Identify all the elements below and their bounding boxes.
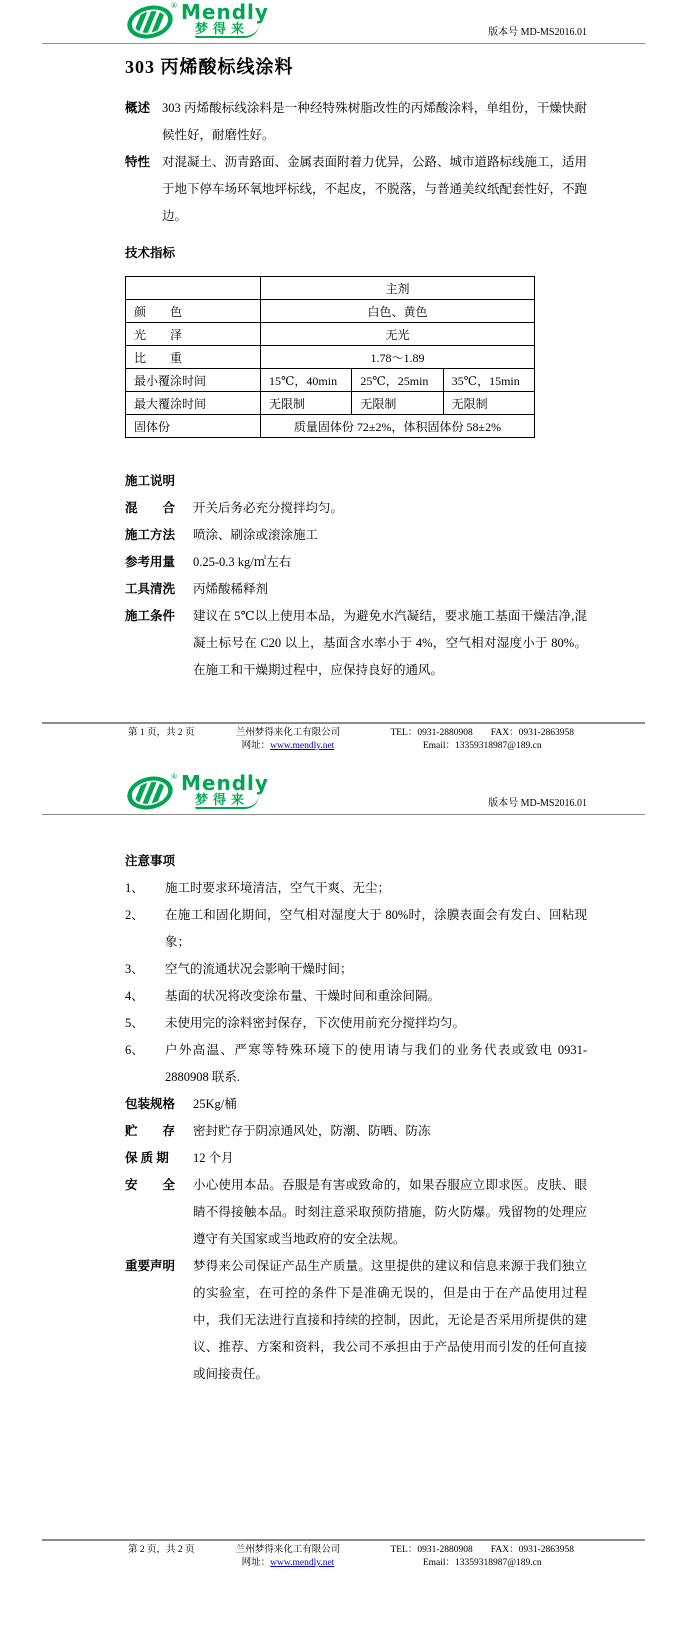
note-text: 未使用完的涂料密封保存，下次使用前充分搅拌均匀。 <box>165 1016 466 1030</box>
table-row <box>126 300 535 323</box>
overview-row <box>125 95 587 149</box>
item-label: 施工条件 <box>125 609 176 623</box>
logo-text-en: Mendly <box>180 0 269 24</box>
note-number: 6、 <box>125 1043 144 1057</box>
footer-contact-block <box>381 727 583 753</box>
note-number: 4、 <box>125 989 144 1003</box>
feature-label: 特性 <box>125 155 151 169</box>
overview-text: 303 丙烯酸标线涂料是一种经特殊树脂改性的丙烯酸涂料，单组份，干燥快耐候性好，耐磨性好。 <box>162 101 587 142</box>
item-text: 开关后务必充分搅拌均匀。 <box>193 501 344 515</box>
item-label: 保 质 期 <box>125 1151 169 1165</box>
overview-label: 概述 <box>125 101 151 115</box>
item-text: 建议在 5℃以上使用本品，为避免水汽凝结，要求施工基面干燥洁净,混凝土标号在 C20 以上，基面含水率小于 4%，空气相对湿度小于 80%。在施工和干燥期过程中，应保持良好的通风。 <box>193 609 587 677</box>
table-row <box>126 323 535 346</box>
feature-text: 对混凝土、沥青路面、金属表面附着力优异，公路、城市道路标线施工，适用于地下停车场环氧地坪标线，不起皮，不脱落，与普通美纹纸配套性好，不跑边。 <box>162 155 588 223</box>
page2-header <box>0 755 687 813</box>
table-row <box>126 369 535 392</box>
note-item <box>125 1037 587 1091</box>
fax-label: FAX：0931-2863958 <box>490 1545 574 1555</box>
feature-row <box>125 149 587 230</box>
note-text: 在施工和固化期间，空气相对湿度大于 80%时，涂膜表面会有发白、回粘现象； <box>165 908 587 949</box>
website-label: 网址： <box>241 741 271 751</box>
item-text: 0.25-0.3 kg/㎡左右 <box>193 555 292 569</box>
note-item <box>125 902 587 956</box>
table-cell: 主剂 <box>261 277 535 300</box>
table-cell: 15℃，40min <box>261 369 352 392</box>
table-cell: 无光 <box>261 323 535 346</box>
item-label: 工具清洗 <box>125 582 176 596</box>
table-cell: 无限制 <box>443 392 534 415</box>
footer-contact-block <box>381 1544 583 1570</box>
page1-content <box>0 53 687 684</box>
note-number: 3、 <box>125 962 144 976</box>
construction-item <box>125 495 587 522</box>
fax-label: FAX：0931-2863958 <box>490 728 574 738</box>
item-text: 密封贮存于阴凉通风处，防潮、防晒、防冻 <box>193 1124 431 1138</box>
table-row <box>126 392 535 415</box>
info-item <box>125 1091 587 1118</box>
item-text: 梦得来公司保证产品生产质量。这里提供的建议和信息来源于我们独立的实验室，在可控的条件下是准确无误的，但是由于在产品使用过程中，我们无法进行直接和持续的控制，因此，无论是否采用所提供的建议、推荐、方案和资料，我公司不承担由于产品使用而引发的任何直接或间接责任。 <box>193 1259 587 1381</box>
notes-heading: 注意事项 <box>125 854 176 868</box>
page1-footer <box>0 722 687 753</box>
header-rule <box>42 43 645 44</box>
tel-label: TEL：0931-2880908 <box>390 728 473 738</box>
mendly-ellipse-icon <box>125 773 177 813</box>
note-number: 1、 <box>125 881 144 895</box>
item-label: 安 全 <box>125 1178 176 1192</box>
table-cell: 最小覆涂时间 <box>126 369 261 392</box>
construction-heading: 施工说明 <box>125 474 176 488</box>
page1-header <box>0 0 687 42</box>
note-item <box>125 983 587 1010</box>
construction-item <box>125 549 587 576</box>
table-cell: 比 重 <box>126 346 261 369</box>
brand-logo <box>125 773 269 813</box>
logo-text-cn: 梦得来 <box>195 22 259 38</box>
version-label: 版本号 MD-MS2016.01 <box>488 27 587 38</box>
page-number-label: 第 1 页，共 2 页 <box>128 728 195 738</box>
website-link[interactable]: www.mendly.net <box>270 1558 335 1568</box>
info-item <box>125 1118 587 1145</box>
table-row <box>126 415 535 438</box>
company-name: 兰州梦得来化工有限公司 <box>235 728 341 738</box>
logo-text <box>181 773 269 809</box>
item-text: 丙烯酸稀释剂 <box>193 582 269 596</box>
registered-mark: ® <box>171 1 177 10</box>
construction-item <box>125 603 587 684</box>
footer-company-block <box>236 727 341 753</box>
tech-spec-heading: 技术指标 <box>125 246 176 260</box>
version-label: 版本号 MD-MS2016.01 <box>488 798 587 809</box>
table-cell <box>126 277 261 300</box>
logo-text-en: Mendly <box>180 771 269 795</box>
note-text: 户外高温、严寒等特殊环境下的使用请与我们的业务代表或致电 0931-2880908 联系. <box>165 1043 587 1084</box>
page-1 <box>0 0 687 755</box>
footer-company-block <box>236 1544 341 1570</box>
page2-content <box>0 848 687 1388</box>
website-link[interactable]: www.mendly.net <box>270 741 335 751</box>
item-text: 25Kg/桶 <box>193 1097 237 1111</box>
email-label: Email：13359318987@189.cn <box>422 741 542 751</box>
table-cell: 颜 色 <box>126 300 261 323</box>
page2-footer <box>0 1539 687 1570</box>
footer-rule <box>42 1539 645 1541</box>
note-text: 空气的流通状况会影响干燥时间； <box>165 962 353 976</box>
table-cell: 25℃，25min <box>352 369 443 392</box>
item-text: 小心使用本品。吞服是有害或致命的，如果吞服应立即求医。皮肤、眼睛不得接触本品。时刻注意采取预防措施，防火防爆。残留物的处理应遵守有关国家或当地政府的安全法规。 <box>193 1178 587 1246</box>
note-item <box>125 956 587 983</box>
registered-mark: ® <box>171 772 177 781</box>
email-label: Email：13359318987@189.cn <box>422 1558 542 1568</box>
item-label: 包装规格 <box>125 1097 176 1111</box>
table-row <box>126 277 535 300</box>
logo-text-cn: 梦得来 <box>195 793 259 809</box>
table-cell: 最大覆涂时间 <box>126 392 261 415</box>
info-item <box>125 1145 587 1172</box>
mendly-ellipse-icon <box>125 2 177 42</box>
item-label: 施工方法 <box>125 528 176 542</box>
construction-item <box>125 576 587 603</box>
info-item <box>125 1172 587 1253</box>
item-label: 贮 存 <box>125 1124 176 1138</box>
table-cell: 35℃，15min <box>443 369 534 392</box>
item-text: 喷涂、刷涂或滚涂施工 <box>193 528 319 542</box>
table-cell: 质量固体份 72±2%，体积固体份 58±2% <box>261 415 535 438</box>
item-label: 混 合 <box>125 501 176 515</box>
table-row <box>126 346 535 369</box>
table-cell: 光 泽 <box>126 323 261 346</box>
note-number: 2、 <box>125 908 144 922</box>
company-name: 兰州梦得来化工有限公司 <box>235 1545 341 1555</box>
info-item <box>125 1253 587 1388</box>
header-rule <box>42 814 645 815</box>
tech-spec-table <box>125 276 535 438</box>
note-item <box>125 1010 587 1037</box>
tel-label: TEL：0931-2880908 <box>390 1545 473 1555</box>
item-text: 12 个月 <box>193 1151 234 1165</box>
website-label: 网址： <box>241 1558 271 1568</box>
logo-text <box>181 2 269 38</box>
page-2 <box>0 755 687 1638</box>
page-title: 303 丙烯酸标线涂料 <box>125 57 294 77</box>
table-cell: 白色、黄色 <box>261 300 535 323</box>
table-cell: 固体份 <box>126 415 261 438</box>
footer-rule <box>42 722 645 724</box>
construction-item <box>125 522 587 549</box>
brand-logo <box>125 2 269 42</box>
note-text: 施工时要求环境清洁，空气干爽、无尘； <box>165 881 391 895</box>
note-item <box>125 875 587 902</box>
item-label: 参考用量 <box>125 555 176 569</box>
table-cell: 1.78～1.89 <box>261 346 535 369</box>
item-label: 重要声明 <box>125 1259 176 1273</box>
table-cell: 无限制 <box>261 392 352 415</box>
page-number-label: 第 2 页，共 2 页 <box>128 1545 195 1555</box>
note-text: 基面的状况将改变涂布量、干燥时间和重涂间隔。 <box>165 989 441 1003</box>
table-cell: 无限制 <box>352 392 443 415</box>
note-number: 5、 <box>125 1016 144 1030</box>
